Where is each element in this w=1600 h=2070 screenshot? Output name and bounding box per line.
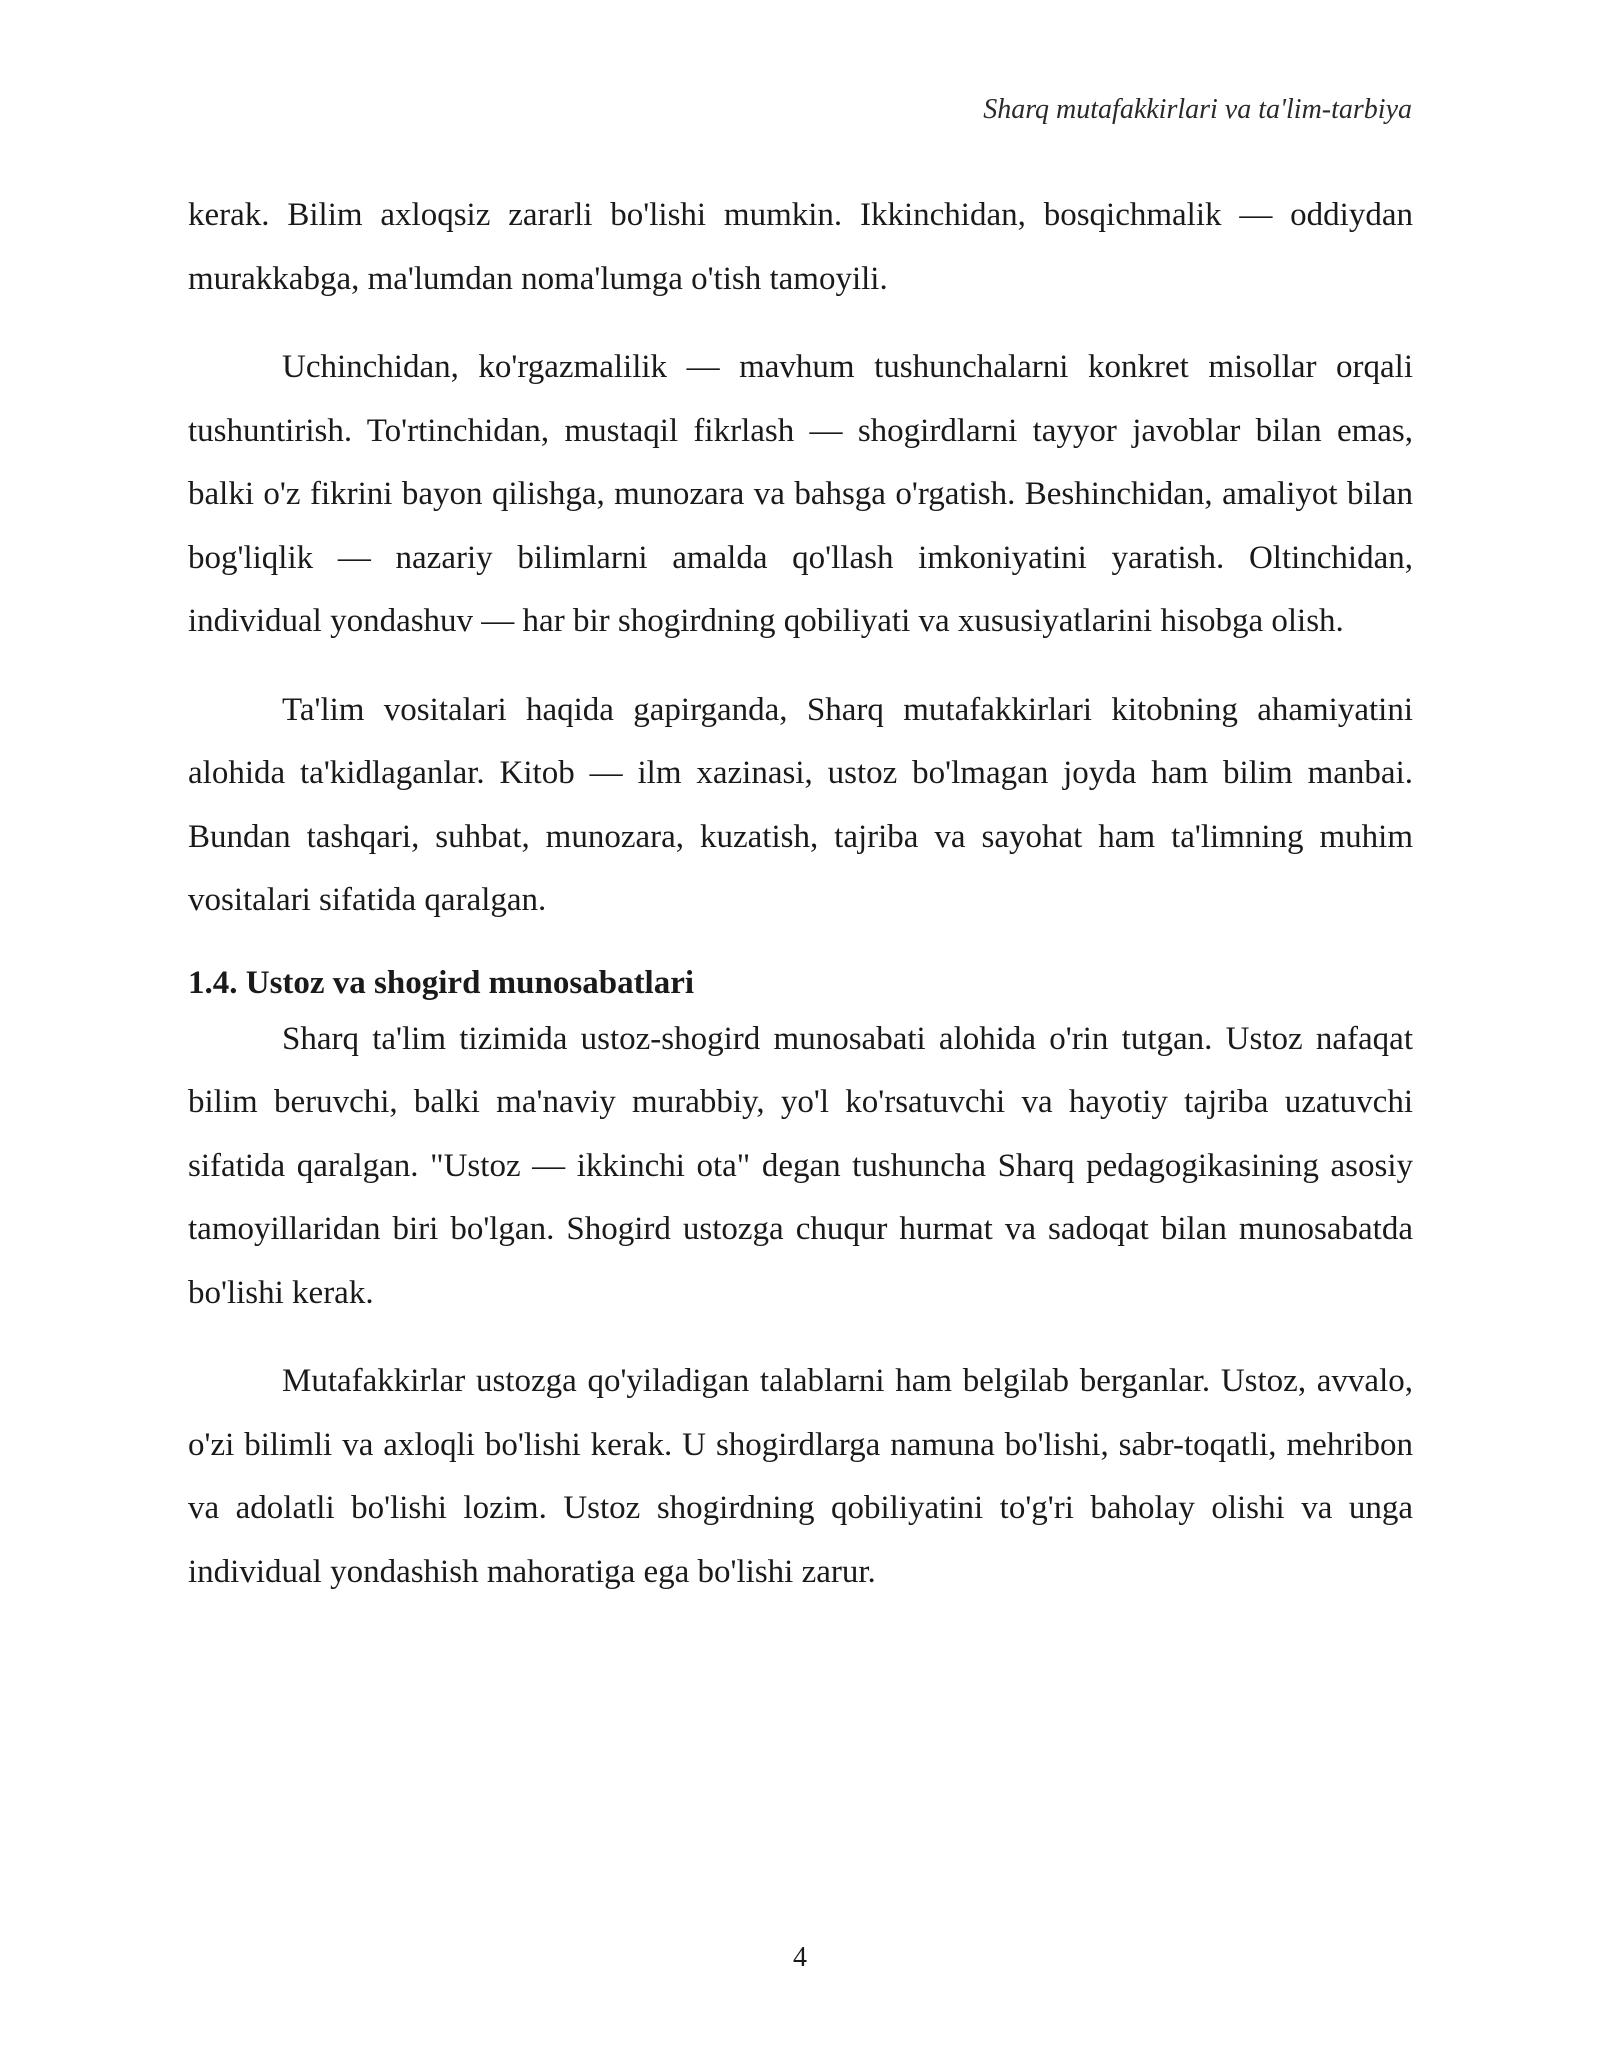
paragraph-principles: Uchinchidan, ko'rgazmalilik — mavhum tushunchalarni konkret misollar orqali tushuntirish. To'rtinchidan, mustaqil fikrlash — shogirdlarni tayyor javoblar bilan emas, balki o'z fikrini bayon qilishga, munozara va bahsga o'rgatish. Beshinchidan, amaliyot bilan bog'liqlik — nazariy bilimlarni amalda qo'llash imkoniyatini yaratish. Oltinchidan, individual yondashuv — har bir shogirdning qobiliyati va xususiyatlarini hisobga olish. [188, 349, 1413, 639]
section-heading: 1.4. Ustoz va shogird munosabatlari [188, 964, 695, 1001]
body-text [188, 184, 1413, 1629]
page-number: 4 [793, 1942, 807, 1973]
paragraph-teaching-tools: Ta'lim vositalari haqida gapirganda, Sharq mutafakkirlari kitobning ahamiyatini alohida ta'kidlaganlar. Kitob — ilm xazinasi, ustoz bo'lmagan joyda ham bilim manbai. Bundan tashqari, suhbat, munozara, kuzatish, tajriba va sayohat ham ta'limning muhim vositalari sifatida qaralgan. [188, 691, 1413, 918]
paragraph-continuation: kerak. Bilim axloqsiz zararli bo'lishi mumkin. Ikkinchidan, bosqichmalik — oddiydan murakkabga, ma'lumdan noma'lumga o'tish tamoyili. [188, 197, 1413, 297]
paragraph-teacher-requirements: Mutafakkirlar ustozga qo'yiladigan talablarni ham belgilab berganlar. Ustoz, avvalo, o'zi bilimli va axloqli bo'lishi kerak. U shogirdlarga namuna bo'lishi, sabr-toqatli, mehribon va adolatli bo'lishi lozim. Ustoz shogirdning qobiliyatini to'g'ri baholay olishi va unga individual yondashish mahoratiga ega bo'lishi zarur. [188, 1363, 1413, 1590]
running-header: Sharq mutafakkirlari va ta'lim-tarbiya [983, 94, 1412, 125]
paragraph-teacher-student: Sharq ta'lim tizimida ustoz-shogird munosabati alohida o'rin tutgan. Ustoz nafaqat bilim beruvchi, balki ma'naviy murabbiy, yo'l ko'rsatuvchi va hayotiy tajriba uzatuvchi sifatida qaralgan. "Ustoz — ikkinchi ota" degan tushuncha Sharq pedagogikasining asosiy tamoyillaridan biri bo'lgan. Shogird ustozga chuqur hurmat va sadoqat bilan munosabatda bo'lishi kerak. [188, 1020, 1413, 1311]
